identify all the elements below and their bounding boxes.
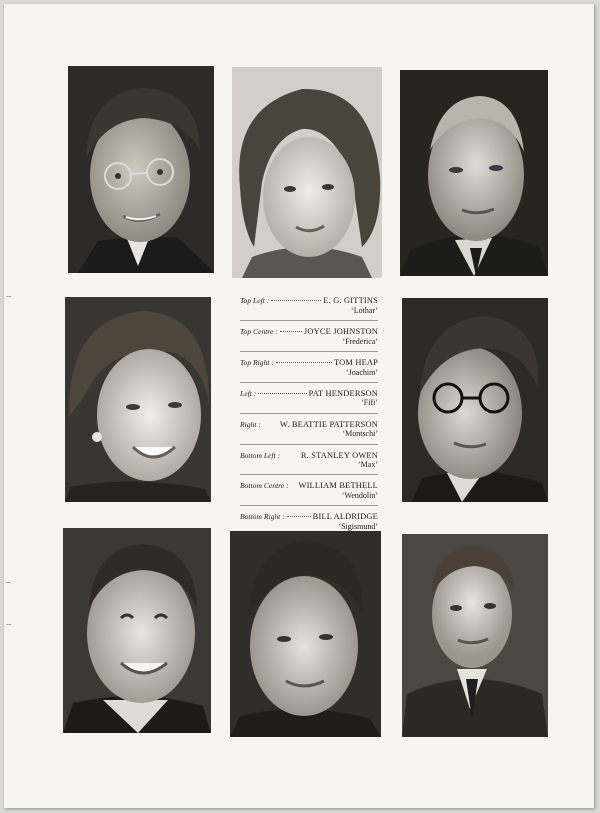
- binding-mark: [6, 624, 11, 625]
- caption-right: [240, 420, 378, 445]
- caption-position: Bottom Left :: [240, 450, 281, 460]
- portrait-bottom-right: [402, 534, 548, 737]
- caption-name: WILLIAM BETHELL: [298, 481, 378, 491]
- caption-role: ‘Montschi’: [342, 429, 378, 439]
- caption-bottom-right: [240, 512, 378, 536]
- caption-position: Top Centre :: [240, 326, 278, 336]
- caption-name: W. BEATTIE PATTERSON: [279, 419, 378, 429]
- caption-name: TOM HEAP: [333, 357, 378, 367]
- caption-role: ‘Max’: [358, 460, 378, 470]
- leader-dots: [276, 362, 332, 363]
- portrait-bottom-right-image: [402, 534, 548, 737]
- leader-dots: [280, 331, 302, 332]
- caption-role: ‘Frederica’: [342, 336, 378, 346]
- caption-position: Left :: [240, 388, 257, 398]
- caption-bottom-left: [240, 451, 378, 476]
- caption-name: BILL ALDRIDGE: [312, 512, 378, 522]
- binding-mark: [6, 296, 11, 297]
- caption-position: Bottom Right :: [240, 512, 285, 522]
- portrait-left-image: [65, 297, 211, 502]
- caption-role: ‘Lothar’: [351, 305, 378, 315]
- portrait-bottom-centre-image: [230, 531, 381, 737]
- caption-name: PAT HENDERSON: [308, 388, 378, 398]
- caption-top-right: [240, 358, 378, 383]
- caption-name: R. STANLEY OWEN: [300, 450, 378, 460]
- programme-page: [4, 4, 594, 808]
- binding-mark: [6, 582, 11, 583]
- caption-position: Bottom Centre :: [240, 481, 289, 491]
- caption-position: Right :: [240, 419, 261, 429]
- portrait-top-centre-image: [232, 67, 382, 278]
- caption-left: [240, 389, 378, 414]
- caption-name: E. G. GITTINS: [323, 296, 378, 305]
- portrait-bottom-left-image: [63, 528, 211, 733]
- caption-role: ‘Joachim’: [346, 367, 378, 377]
- caption-position: Top Right :: [240, 357, 274, 367]
- portrait-top-left: [68, 66, 214, 273]
- caption-role: ‘Fifi’: [361, 398, 378, 408]
- portrait-left: [65, 297, 211, 502]
- caption-name: JOYCE JOHNSTON: [303, 326, 378, 336]
- caption-role: ‘Wendolin’: [341, 491, 378, 501]
- portrait-top-centre: [232, 67, 382, 278]
- portrait-right-image: [402, 298, 548, 502]
- portrait-top-right: [400, 70, 548, 276]
- portrait-bottom-left: [63, 528, 211, 733]
- caption-bottom-centre: [240, 481, 378, 506]
- leader-dots: [271, 300, 321, 301]
- portrait-right: [402, 298, 548, 502]
- leader-dots: [258, 393, 306, 394]
- caption-top-left: [240, 296, 378, 321]
- portrait-bottom-centre: [230, 531, 381, 737]
- portrait-top-left-image: [68, 66, 214, 273]
- caption-role: ‘Sigismund’: [338, 522, 378, 532]
- caption-position: Top Left :: [240, 296, 270, 305]
- cast-captions: [240, 296, 378, 542]
- portrait-top-right-image: [400, 70, 548, 276]
- caption-top-centre: [240, 327, 378, 352]
- leader-dots: [287, 516, 311, 517]
